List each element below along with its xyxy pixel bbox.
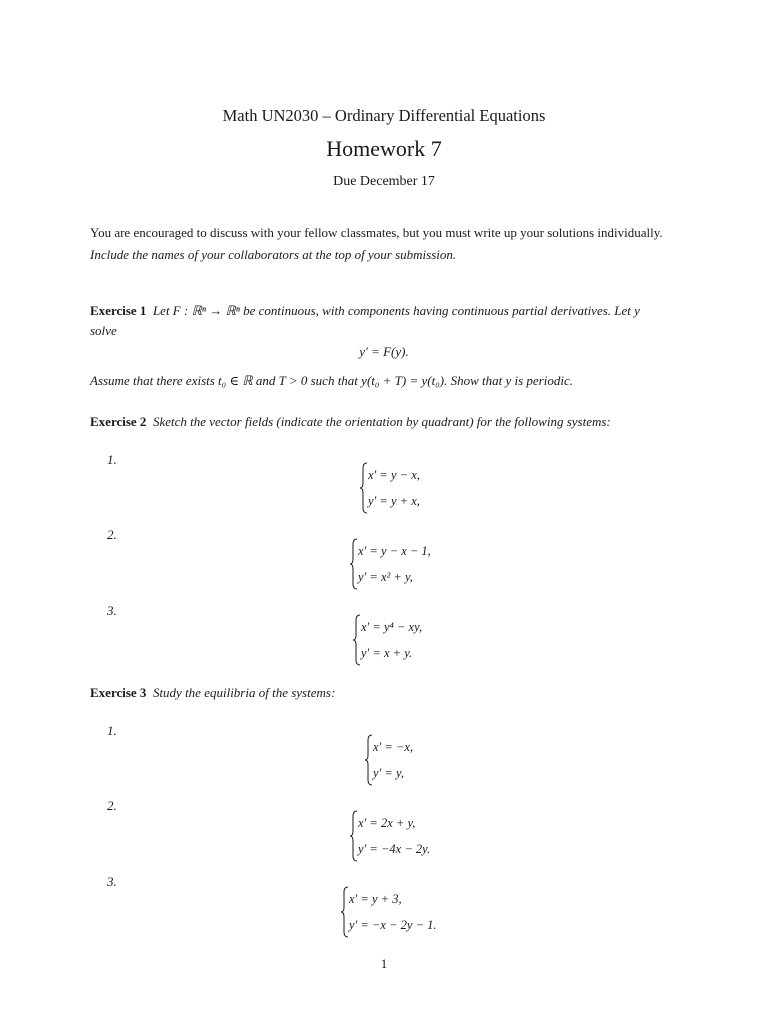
left-brace-icon	[359, 462, 368, 514]
left-brace-icon	[352, 614, 361, 666]
equation-y: y′ = x + y.	[361, 646, 413, 660]
system-equations	[373, 734, 413, 786]
equation-y: y′ = y + x,	[368, 494, 420, 508]
homework-title: Homework 7	[326, 136, 442, 161]
left-brace-icon	[349, 810, 358, 862]
equation-x: x′ = y − x − 1,	[358, 544, 431, 558]
exercise-1-equation: y′ = F(y).	[359, 344, 409, 359]
system-equations	[349, 886, 437, 938]
exercise-1-statement: Let F : ℝⁿ → ℝⁿ be continuous, with components having continuous partial derivatives. Let y	[152, 303, 640, 318]
exercise-3-item-1-number: 1.	[107, 723, 117, 738]
exercise-3-statement: Study the equilibria of the systems:	[152, 685, 336, 700]
equation-x: x′ = y + 3,	[349, 892, 402, 906]
left-brace-icon	[340, 886, 349, 938]
exercise-1-assumption: Assume that there exists t₀ ∈ ℝ and T > 0 such that y(t₀ + T) = y(t₀). Show that y is periodic.	[90, 373, 573, 388]
equation-y: y′ = x² + y,	[358, 570, 413, 584]
equation-x: x′ = −x,	[373, 740, 414, 754]
equation-x: x′ = 2x + y,	[358, 816, 416, 830]
intro-line-2: Include the names of your collaborators at the top of your submission.	[90, 247, 457, 262]
left-brace-icon	[364, 734, 373, 786]
equation-x: x′ = y⁴ − xy,	[361, 620, 423, 634]
exercise-2-statement: Sketch the vector fields (indicate the orientation by quadrant) for the following systems:	[152, 414, 611, 429]
exercise-3-item-3-number: 3.	[107, 874, 117, 889]
exercise-1-statement-cont: solve	[90, 323, 117, 338]
exercise-2-item-1-number: 1.	[107, 452, 117, 467]
exercise-2-item-2-number: 2.	[107, 527, 117, 542]
equation-y: y′ = −4x − 2y.	[358, 842, 431, 856]
intro-line-1: You are encouraged to discuss with your fellow classmates, but you must write up your solutions individually.	[90, 225, 663, 240]
course-title: Math UN2030 – Ordinary Differential Equations	[222, 106, 546, 125]
equation-x: x′ = y − x,	[368, 468, 420, 482]
exercise-2-text	[90, 411, 611, 433]
equation-y: y′ = −x − 2y − 1.	[349, 918, 437, 932]
page-number: 1	[380, 956, 388, 971]
left-brace-icon	[349, 538, 358, 590]
exercise-2-item-3-number: 3.	[107, 603, 117, 618]
exercise-3-label: Exercise 3	[90, 685, 147, 700]
exercise-1-label: Exercise 1	[90, 303, 147, 318]
system-equations	[368, 462, 420, 514]
system-equations	[361, 614, 422, 666]
equation-y: y′ = y,	[373, 766, 404, 780]
exercise-3-text	[90, 682, 335, 704]
system-equations	[358, 810, 430, 862]
system-equations	[358, 538, 431, 590]
exercise-2-label: Exercise 2	[90, 414, 147, 429]
due-date: Due December 17	[333, 174, 435, 189]
exercise-1-text	[90, 300, 690, 322]
exercise-3-item-2-number: 2.	[107, 798, 117, 813]
